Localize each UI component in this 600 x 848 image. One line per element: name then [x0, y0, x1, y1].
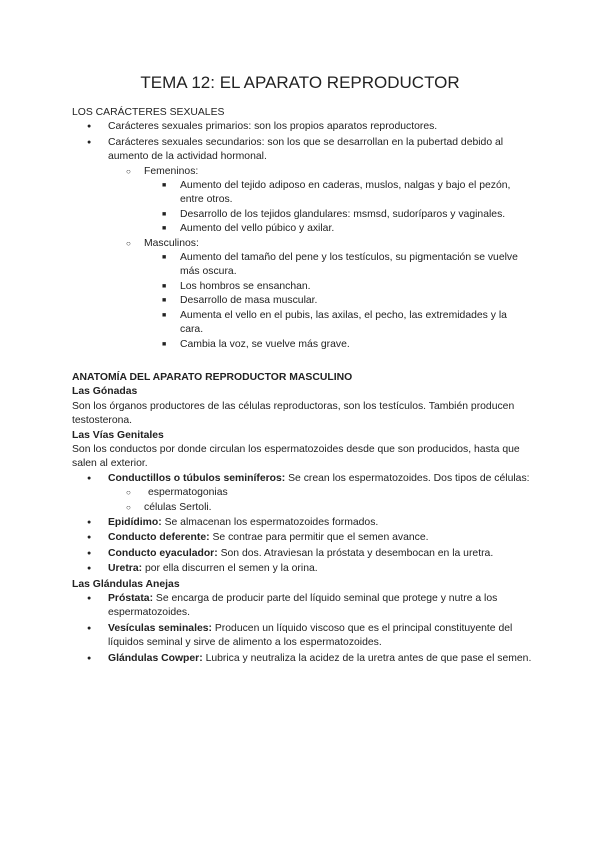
- list-item: ■ Los hombros se ensanchan.: [144, 280, 532, 294]
- list-item: [72, 562, 532, 576]
- list-item: ■ Desarrollo de los tejidos glandulares: msmsd, sudoríparos y vaginales.: [144, 208, 532, 222]
- subheading-vias: Las Vías Genitales: [72, 429, 164, 441]
- list-item: [72, 136, 532, 352]
- list-item-femeninos: [108, 165, 532, 237]
- subheading-gonadas: Las Gónadas: [72, 386, 138, 398]
- list-item-text: Carácteres sexuales secundarios: son los que se desarrollan en la pubertad debido al aumento de la actividad hormonal.: [108, 136, 504, 163]
- list-item: [72, 547, 532, 561]
- sublist: [108, 165, 532, 352]
- definition: Se encarga de producir parte del líquido seminal que protege y nutre a los espermatozoides.: [108, 593, 498, 619]
- term: Conducto deferente:: [108, 532, 210, 544]
- list-item: ■ Aumento del tamaño del pene y los testículos, su pigmentación se vuelve más oscura.: [144, 251, 532, 280]
- document-body: [72, 106, 532, 667]
- term: Conductillos o túbulos seminíferos:: [108, 472, 286, 484]
- paragraph-vias: Son los conductos por donde circulan los espermatozoides desde que son producidos, hasta que salen al exterior.: [72, 443, 520, 470]
- sublist-label: Femeninos:: [144, 165, 199, 177]
- term: Glándulas Cowper:: [108, 652, 203, 664]
- definition: Se contrae para permitir que el semen avance.: [209, 532, 429, 544]
- term: Vesículas seminales:: [108, 622, 212, 634]
- paragraph-gonadas: Son los órganos productores de las células reproductoras, son los testículos. También producen testosterona.: [72, 400, 515, 427]
- femeninos-list: [144, 179, 532, 237]
- sublist: [108, 486, 532, 515]
- definition: Son dos. Atraviesan la próstata y desembocan en la uretra.: [217, 547, 494, 559]
- subheading-glandulas: Las Glándulas Anejas: [72, 578, 180, 590]
- list-item: ■ Desarrollo de masa muscular.: [144, 294, 532, 308]
- definition: Se almacenan los espermatozoides formados.: [161, 516, 379, 528]
- page-title: TEMA 12: EL APARATO REPRODUCTOR: [140, 73, 460, 92]
- term: Uretra:: [108, 563, 143, 575]
- section-heading-caracteres: LOS CARÁCTERES SEXUALES: [72, 107, 225, 118]
- list-item: ○ células Sertoli.: [108, 501, 532, 515]
- list-item: [72, 592, 532, 621]
- list-item: ● Carácteres sexuales primarios: son los propios aparatos reproductores.: [72, 120, 532, 134]
- term: Conducto eyaculador:: [108, 547, 218, 559]
- masculinos-list: [144, 251, 532, 352]
- glandulas-list: [72, 592, 532, 666]
- vias-list: [72, 472, 532, 577]
- term: Epidídimo:: [108, 516, 162, 528]
- list-item: ■ Aumenta el vello en el pubis, las axilas, el pecho, las extremidades y la cara.: [144, 309, 532, 338]
- definition: Se crean los espermatozoides. Dos tipos de células:: [285, 472, 530, 484]
- list-item-masculinos: [108, 237, 532, 352]
- list-item: [72, 516, 532, 530]
- list-item: [72, 531, 532, 545]
- definition: Producen un líquido viscoso que es el principal constituyente del líquidos seminal y sirve de alimento a los espermatozoides.: [108, 622, 513, 649]
- term: Próstata:: [108, 593, 154, 604]
- sublist-label: Masculinos:: [144, 237, 199, 249]
- section-heading-anatomia: ANATOMÍA DEL APARATO REPRODUCTOR MASCULINO: [72, 371, 353, 383]
- definition: por ella discurren el semen y la orina.: [142, 563, 318, 575]
- list-item: ■ Aumento del vello púbico y axilar.: [144, 222, 532, 236]
- list-item: ■ Cambia la voz, se vuelve más grave.: [144, 338, 532, 352]
- caracteres-list: [72, 120, 532, 352]
- list-item: [72, 472, 532, 515]
- list-item: ○ espermatogonias: [108, 486, 532, 500]
- list-item: [72, 622, 532, 651]
- list-item: [72, 652, 532, 666]
- definition: Lubrica y neutraliza la acidez de la uretra antes de que pase el semen.: [202, 652, 532, 664]
- list-item: ■ Aumento del tejido adiposo en caderas, muslos, nalgas y bajo el pezón, entre otros.: [144, 179, 532, 208]
